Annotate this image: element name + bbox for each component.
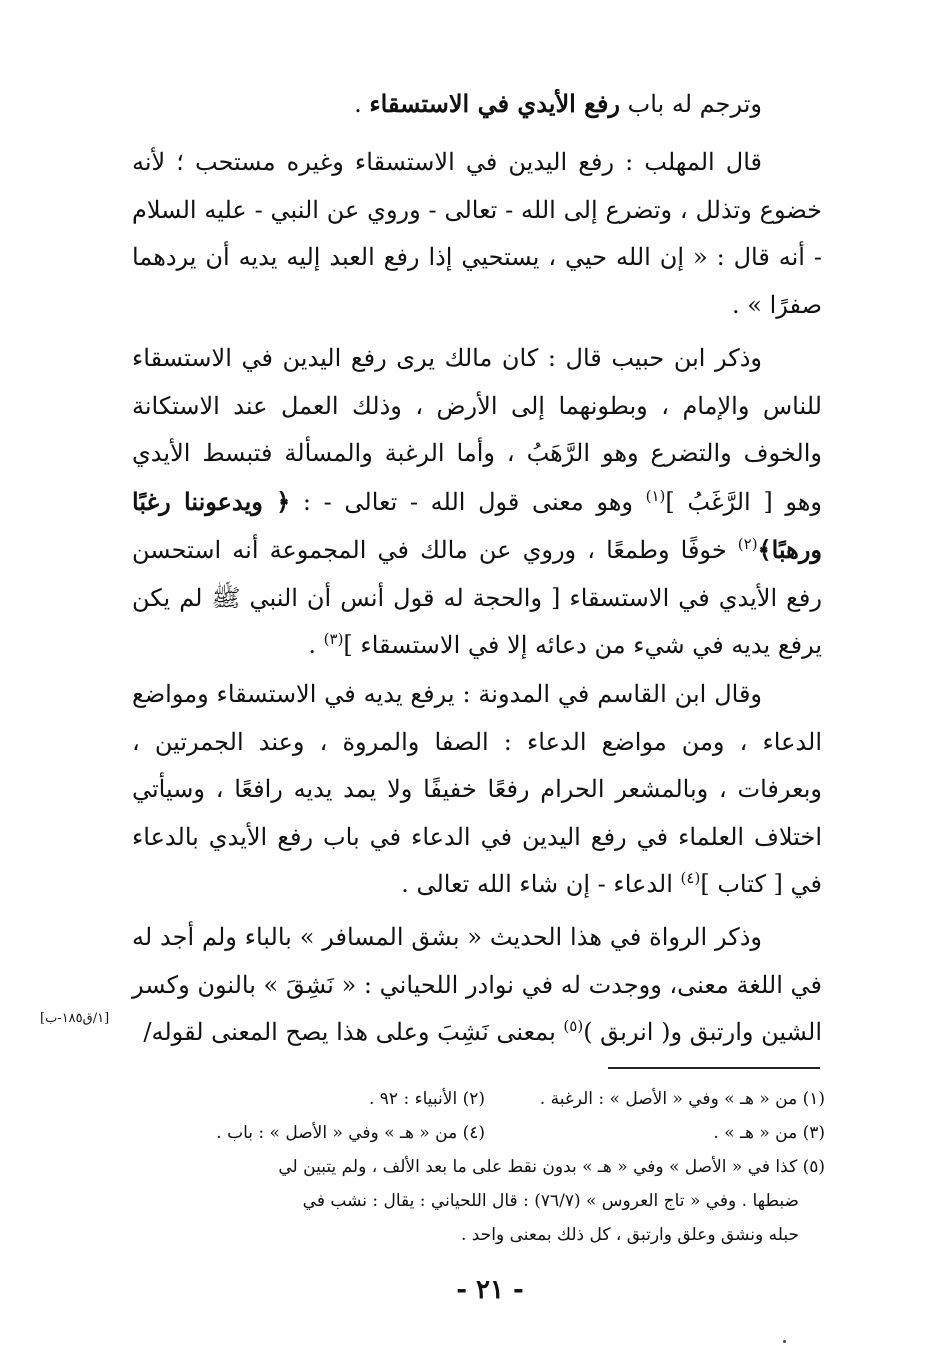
paragraph-1-before: وترجم له باب xyxy=(620,90,762,118)
paragraph-3-part-3: خوفًا وطمعًا ، وروي عن مالك في المجموعة أنه استحسن رفع الأيدي في الاستسقاء [ والحجة له قول أنس أن النبي ﷺ لم يكن يرفع يديه في شيء من دعائه إلا في الاستسقاء ] xyxy=(132,536,822,659)
footnote-ref-1[interactable]: (١) xyxy=(645,486,666,505)
footnote-ref-4[interactable]: (٤) xyxy=(680,869,701,887)
footnote-5-line-2: ضبطها . وفي « تاج العروس » (٧٦/٧) : قال اللحياني : يقال : نشب في xyxy=(302,1191,799,1211)
paragraph-4 xyxy=(132,671,822,909)
paragraph-3 xyxy=(132,335,822,670)
paragraph-1-after: . xyxy=(354,90,370,118)
paragraph-2: قال المهلب : رفع اليدين في الاستسقاء وغيره مستحب ؛ لأنه خضوع وتذلل ، وتضرع إلى الله - تعالى - وروي عن النبي - عليه السلام - أنه قال : « إن الله حيي ، يستحيي إذا رفع العبد إليه يديه أن يردهما صفرًا » . xyxy=(132,148,822,319)
footnote-5-line-1: (٥) كذا في « الأصل » وفي « هـ » بدون نقط على ما بعد الألف ، ولم يتبين لي xyxy=(278,1157,825,1177)
paragraph-3-part-4: . xyxy=(308,631,324,659)
scan-speck xyxy=(783,1340,786,1343)
footnote-2: (٢) الأنبياء : ٩٢ . xyxy=(368,1089,485,1109)
paragraph-5-part-1: وذكر الرواة في هذا الحديث « بشق المسافر » بالباء ولم أجد له في اللغة معنى، ووجدت له في نوادر اللحياني : « نَشِقَ » بالنون وكسر الشين وارتبق و( انربق ) xyxy=(132,923,822,1046)
chapter-title-bold: رفع الأيدي في الاستسقاء xyxy=(369,89,621,118)
page-number: - ٢١ - xyxy=(456,1275,524,1305)
footnote-ref-3[interactable]: (٣) xyxy=(323,630,344,648)
footnote-5-line-3: حبله ونشق وعلق وارتبق ، كل ذلك بمعنى واحد . xyxy=(461,1225,799,1245)
footnote-row-2 xyxy=(135,1116,825,1150)
paragraph-4-part-2: الدعاء - إن شاء الله تعالى . xyxy=(401,870,681,898)
paragraph-3-part-1: وذكر ابن حبيب قال : كان مالك يرى رفع اليدين في الاستسقاء للناس والإمام ، وبطونهما إلى الأرض ، وذلك العمل عند الاستكانة والخوف والتضرع وهو الرَّهَبُ ، وأما الرغبة والمسألة فتبسط الأيدي وهو [ الرَّغَبُ ] xyxy=(132,344,822,516)
paragraph-1 xyxy=(132,80,822,129)
footnote-ref-2[interactable]: (٢) xyxy=(737,535,758,553)
footnote-divider xyxy=(608,1067,820,1069)
quran-verse: ﴿ ويدعوننا رغبًا ورهبًا﴾ xyxy=(132,486,822,564)
paragraph-4-part-1: وقال ابن القاسم في المدونة : يرفع يديه في الاستسقاء ومواضع الدعاء ، ومن مواضع الدعاء : الصفا والمروة ، وعند الجمرتين ، وبعرفات ، وبالمشعر الحرام رفعًا خفيفًا ولا يمد يديه رافعًا ، وسيأتي اختلاف العلماء في رفع اليدين في الدعاء في باب رفع الأيدي بالدعاء في [ كتاب ] xyxy=(132,680,822,898)
paragraph-5-part-2: بمعنى نَشِبَ وعلى هذا يصح المعنى لقوله/ xyxy=(143,1018,564,1046)
manuscript-folio-marker: [١/ق١٨٥-ب] xyxy=(40,1011,110,1026)
footnote-ref-5[interactable]: (٥) xyxy=(563,1017,584,1035)
footnote-row-1 xyxy=(135,1082,825,1116)
footnote-1: (١) من « هـ » وفي « الأصل » : الرغبة . xyxy=(539,1089,825,1109)
paragraph-3-part-2: وهو معنى قول الله - تعالى - : xyxy=(290,487,646,516)
footnote-4: (٤) من « هـ » وفي « الأصل » : باب . xyxy=(216,1123,485,1143)
paragraph-5 xyxy=(132,914,822,1057)
footnote-3: (٣) من « هـ » . xyxy=(713,1123,825,1143)
